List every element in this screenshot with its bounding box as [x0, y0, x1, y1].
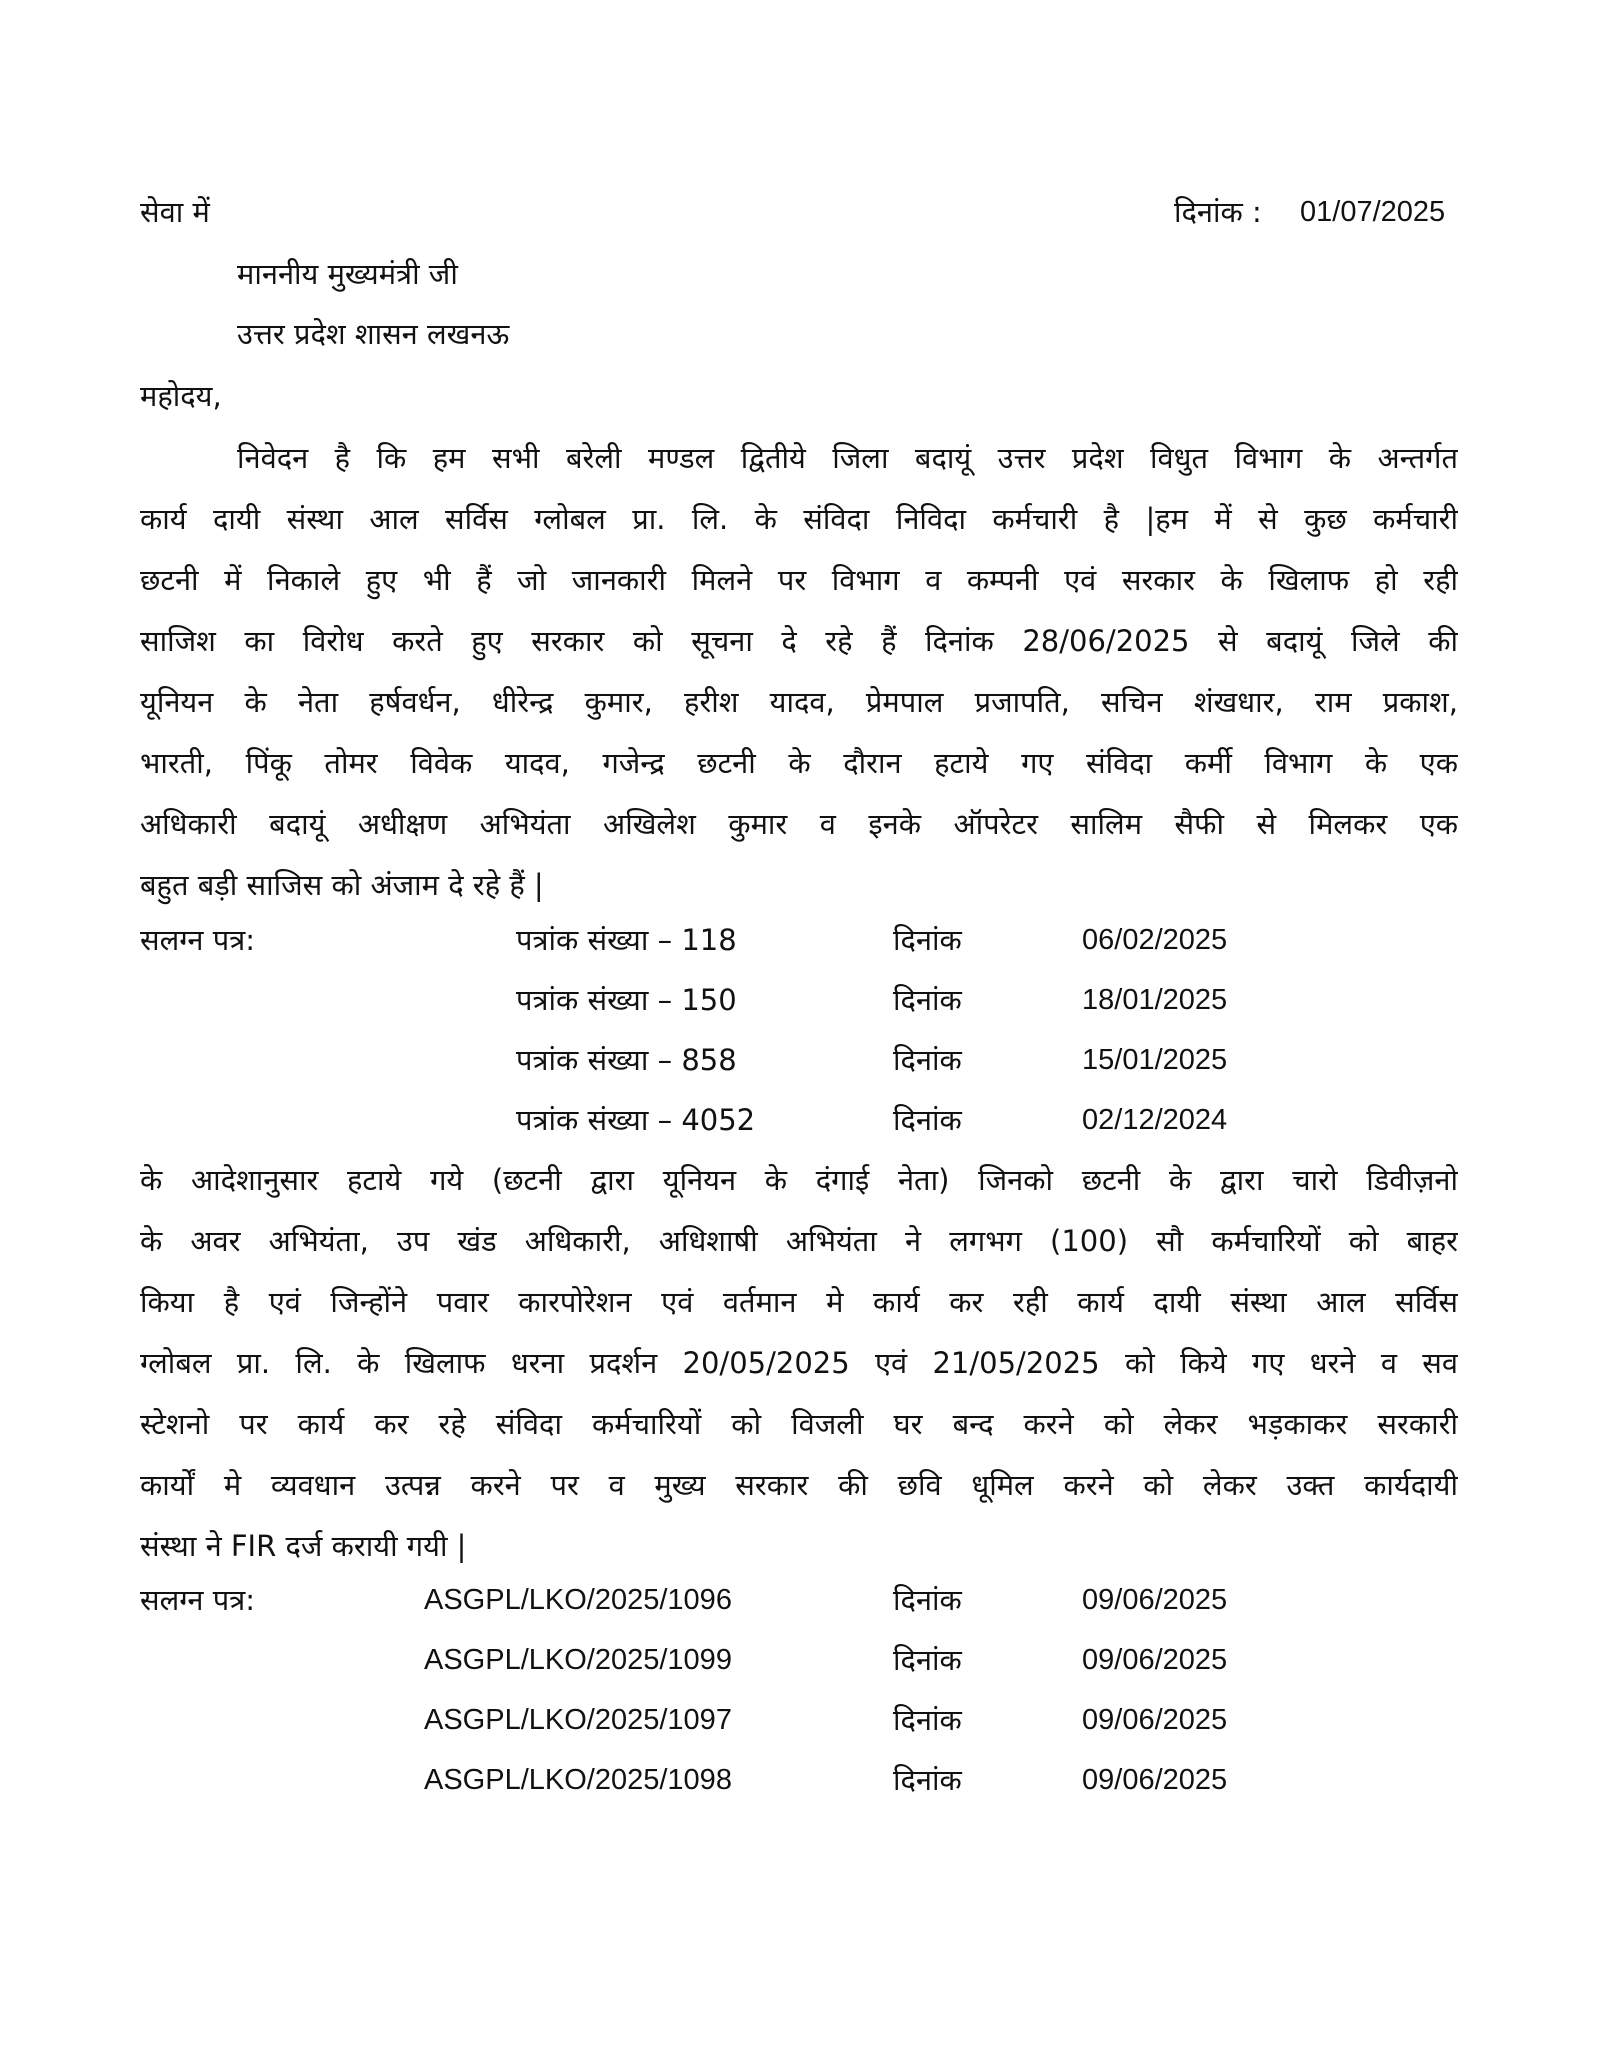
attachment-date-label: दिनांक	[893, 1703, 962, 1737]
attachment-date: 09/06/2025	[1082, 1584, 1228, 1616]
attachment-date-label: दिनांक	[893, 923, 962, 957]
attachment-date: 09/06/2025	[1082, 1644, 1228, 1676]
paragraph-line: बहुत बड़ी साजिस को अंजाम दे रहे हैं |	[140, 868, 544, 902]
attachment-date-label: दिनांक	[893, 1583, 962, 1617]
letter-date-value: 01/07/2025	[1300, 196, 1446, 228]
paragraph-line: अधिकारी बदायूं अधीक्षण अभियंता अखिलेश कुमार व इनके ऑपरेटर सालिम सैफी से मिलकर एक	[140, 807, 1458, 841]
attachment-date-label: दिनांक	[893, 1763, 962, 1797]
paragraph-line: भारती, पिंकू तोमर विवेक यादव, गजेन्द्र छटनी के दौरान हटाये गए संविदा कर्मी विभाग के एक	[140, 746, 1458, 780]
attachments-label: सलग्न पत्र:	[140, 1583, 255, 1617]
attachment-date-label: दिनांक	[893, 1643, 962, 1677]
body-paragraph-2	[140, 1160, 1458, 1587]
paragraph-line: कार्य दायी संस्था आल सर्विस ग्लोबल प्रा. लि. के संविदा निविदा कर्मचारी है |हम में से कुछ कर्मचारी	[140, 502, 1458, 536]
attachments-label: सलग्न पत्र:	[140, 923, 255, 957]
attachment-date-label: दिनांक	[893, 1043, 962, 1077]
salutation-to: सेवा में	[140, 195, 210, 229]
attachment-date-label: दिनांक	[893, 1103, 962, 1137]
attachment-date: 06/02/2025	[1082, 924, 1228, 956]
attachment-ref: पत्रांक संख्या – 858	[516, 1043, 737, 1077]
attachment-ref: ASGPL/LKO/2025/1098	[424, 1764, 732, 1796]
paragraph-line: स्टेशनो पर कार्य कर रहे संविदा कर्मचारियों को विजली घर बन्द करने को लेकर भड़काकर सरकारी	[140, 1407, 1458, 1441]
addressee-title: माननीय मुख्यमंत्री जी	[237, 257, 458, 291]
paragraph-line: ग्लोबल प्रा. लि. के खिलाफ धरना प्रदर्शन 20/05/2025 एवं 21/05/2025 को किये गए धरने व सव	[140, 1346, 1458, 1380]
letter-date-label: दिनांक :	[1174, 195, 1262, 229]
paragraph-line: के अवर अभियंता, उप खंड अधिकारी, अधिशाषी अभियंता ने लगभग (100) सौ कर्मचारियों को बाहर	[140, 1224, 1458, 1258]
paragraph-line: किया है एवं जिन्होंने पवार कारपोरेशन एवं वर्तमान मे कार्य कर रही कार्य दायी संस्था आल सर्विस	[140, 1285, 1458, 1319]
paragraph-line: यूनियन के नेता हर्षवर्धन, धीरेन्द्र कुमार, हरीश यादव, प्रेमपाल प्रजापति, सचिन शंखधार, राम प्रकाश,	[140, 685, 1458, 719]
paragraph-line: कार्यों मे व्यवधान उत्पन्न करने पर व मुख्य सरकार की छवि धूमिल करने को लेकर उक्त कार्यदायी	[140, 1468, 1458, 1502]
paragraph-line: निवेदन है कि हम सभी बरेली मण्डल द्वितीये जिला बदायूं उत्तर प्रदेश विधुत विभाग के अन्तर्गत	[237, 441, 1458, 475]
attachment-ref: पत्रांक संख्या – 118	[516, 923, 737, 957]
greeting: महोदय,	[140, 379, 222, 413]
paragraph-line: साजिश का विरोध करते हुए सरकार को सूचना दे रहे हैं दिनांक 28/06/2025 से बदायूं जिले की	[140, 624, 1458, 658]
attachment-ref: पत्रांक संख्या – 4052	[516, 1103, 756, 1137]
attachment-ref: पत्रांक संख्या – 150	[516, 983, 737, 1017]
attachment-date: 09/06/2025	[1082, 1704, 1228, 1736]
paragraph-line: छटनी में निकाले हुए भी हैं जो जानकारी मिलने पर विभाग व कम्पनी एवं सरकार के खिलाफ हो रही	[140, 563, 1458, 597]
attachment-ref: ASGPL/LKO/2025/1099	[424, 1644, 732, 1676]
attachment-date: 15/01/2025	[1082, 1044, 1228, 1076]
addressee-office: उत्तर प्रदेश शासन लखनऊ	[237, 317, 510, 351]
attachment-date-label: दिनांक	[893, 983, 962, 1017]
body-paragraph-1	[140, 438, 1458, 926]
paragraph-line: संस्था ने FIR दर्ज करायी गयी |	[140, 1529, 467, 1563]
attachment-date: 02/12/2024	[1082, 1104, 1228, 1136]
attachment-ref: ASGPL/LKO/2025/1097	[424, 1704, 732, 1736]
paragraph-line: के आदेशानुसार हटाये गये (छटनी द्वारा यूनियन के दंगाई नेता) जिनको छटनी के द्वारा चारो डिवीज़नो	[140, 1163, 1458, 1197]
attachment-date: 09/06/2025	[1082, 1764, 1228, 1796]
attachment-date: 18/01/2025	[1082, 984, 1228, 1016]
attachment-ref: ASGPL/LKO/2025/1096	[424, 1584, 732, 1616]
